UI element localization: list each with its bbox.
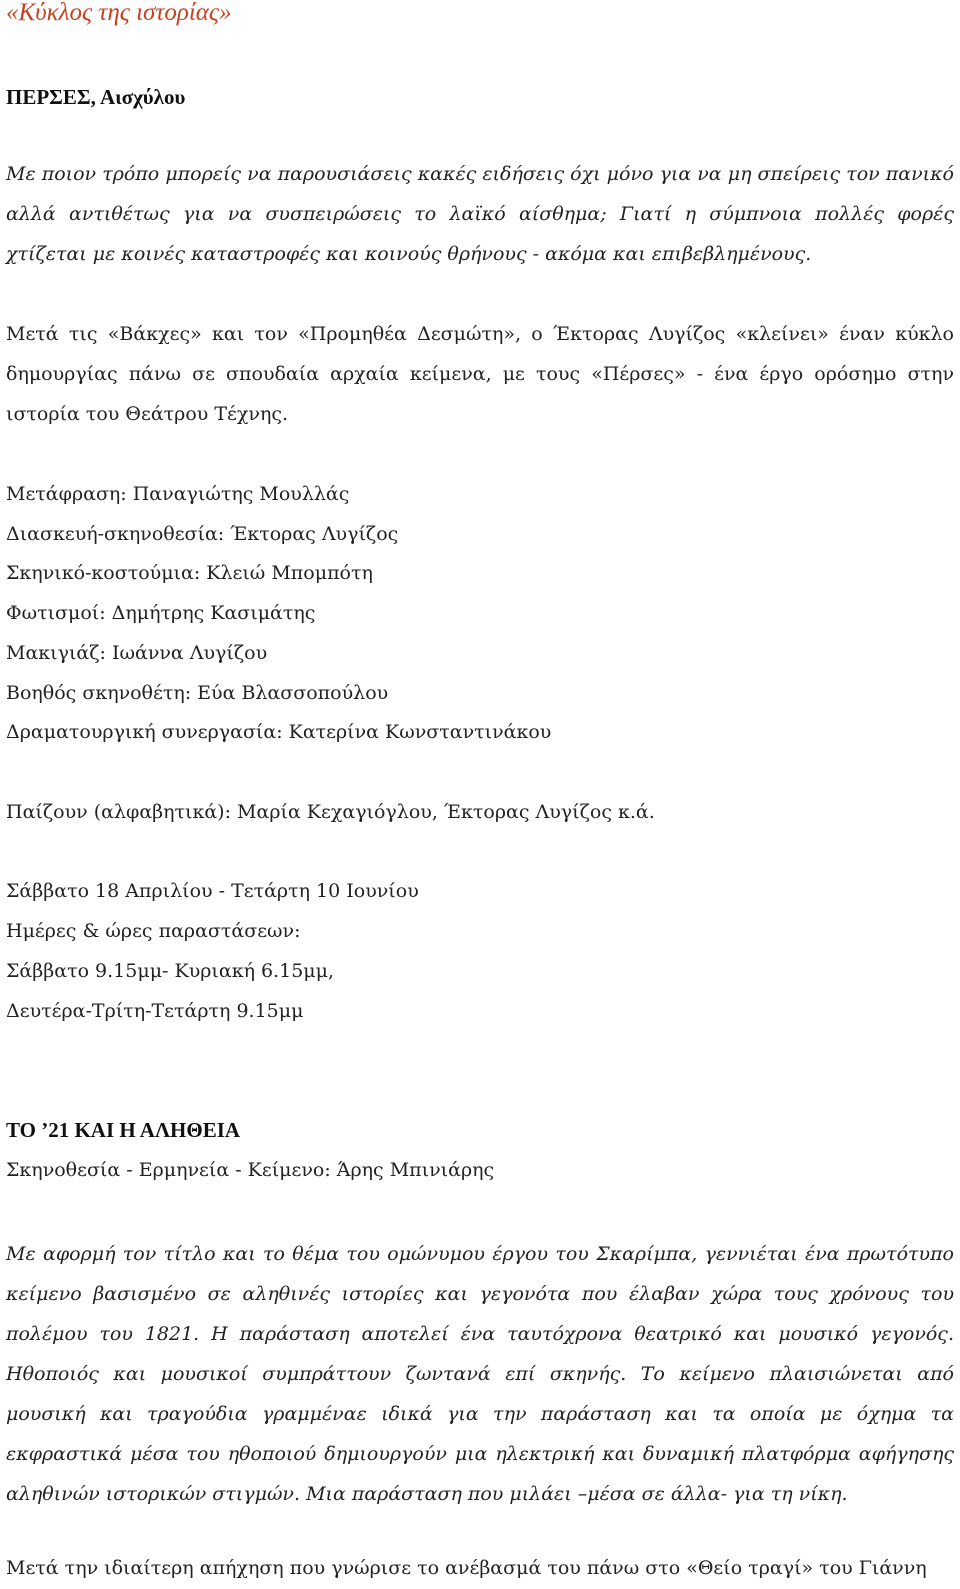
section-heading-perses: ΠΕΡΣΕΣ, Αισχύλου [6, 85, 186, 109]
schedule-label: Ημέρες & ώρες παραστάσεων: [6, 920, 301, 942]
schedule-weekend: Σάββατο 9.15μμ- Κυριακή 6.15μμ, [6, 960, 335, 982]
cast-line: Παίζουν (αλφαβητικά): Μαρία Κεχαγιόγλου, Έκτορας Λυγίζος κ.ά. [6, 801, 655, 823]
credit-direction: Διασκευή-σκηνοθεσία: Έκτορας Λυγίζος [6, 523, 399, 545]
credit-makeup: Μακιγιάζ: Ιωάννα Λυγίζου [6, 642, 268, 664]
document-title: «Κύκλος της ιστορίας» [6, 0, 232, 26]
credit-lighting: Φωτισμοί: Δημήτρης Κασιμάτης [6, 602, 316, 624]
section-heading-21: ΤΟ ’21 ΚΑΙ Η ΑΛΗΘΕΙΑ [6, 1118, 241, 1142]
credit-dramaturgy: Δραματουργική συνεργασία: Κατερίνα Κωνσταντινάκου [6, 721, 552, 743]
schedule-weekdays: Δευτέρα-Τρίτη-Τετάρτη 9.15μμ [6, 1000, 304, 1022]
schedule-dates: Σάββατο 18 Απριλίου - Τετάρτη 10 Ιουνίου [6, 880, 419, 902]
credit-set-costumes: Σκηνικό-κοστούμια: Κλειώ Μπομπότη [6, 562, 373, 584]
credit-translation: Μετάφραση: Παναγιώτης Μουλλάς [6, 483, 350, 505]
perses-intro-paragraph: Με ποιον τρόπο μπορείς να παρουσιάσεις κακές ειδήσεις όχι μόνο για να μη σπείρεις τον πανικό αλλά αντιθέτως για να συσπειρώσεις το λαϊκό αίσθημα; Γιατί η σύμπνοια πολλές φορές χτίζεται με κοινές καταστροφές και κοινούς θρήνους - ακόμα και επιβεβλημένους. [6, 163, 954, 265]
perses-description-paragraph: Μετά τις «Βάκχες» και τον «Προμηθέα Δεσμώτη», ο Έκτορας Λυγίζος «κλείνει» έναν κύκλο δημουργίας πάνω σε σπουδαία αρχαία κείμενα, με τους «Πέρσες» - ένα έργο ορόσημο στην ιστορία του Θεάτρου Τέχνης. [6, 323, 954, 425]
credit-assistant-director: Βοηθός σκηνοθέτη: Εύα Βλασσοπούλου [6, 682, 389, 704]
section2-continuation: Μετά την ιδιαίτερη απήχηση που γνώρισε το ανέβασμά του πάνω στο «Θείο τραγί» του Γιάννη [6, 1557, 927, 1579]
section2-description-paragraph: Με αφορμή τον τίτλο και το θέμα του ομώνυμου έργου του Σκαρίμπα, γεννιέται ένα πρωτότυπο κείμενο βασισμένο σε αληθινές ιστορίες και γεγονότα που έλαβαν χώρα τους χρόνους του πολέμου του 1821. Η παράσταση αποτελεί ένα ταυτόχρονα θεατρικό και μουσικό γεγονός. Ηθοποιός και μουσικοί συμπράττουν ζωντανά επί σκηνής. Το κείμενο πλαισιώνεται από μουσική και τραγούδια γραμμέναε ιδικά για την παράσταση και τα οποία με όχημα τα εκφραστικά μέσα του ηθοποιού δημιουργούν μια ηλεκτρική και δυναμική πλατφόρμα αφήγησης αληθινών ιστορικών στιγμών. Μια παράσταση που μιλάει –μέσα σε άλλα- για τη νίκη. [6, 1243, 954, 1505]
section2-credits: Σκηνοθεσία - Ερμηνεία - Κείμενο: Άρης Μπινιάρης [6, 1159, 495, 1181]
